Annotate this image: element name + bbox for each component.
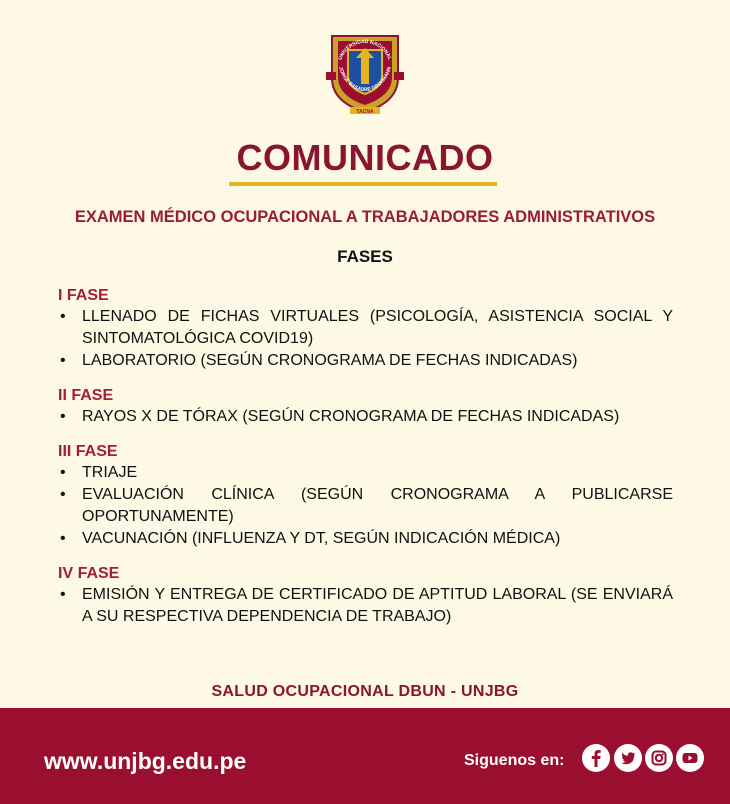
list-item-text: VACUNACIÓN (INFLUENZA Y DT, SEGÚN INDICACIÓN MÉDICA) [82, 530, 561, 547]
youtube-icon[interactable] [676, 744, 704, 772]
website-link[interactable]: www.unjbg.edu.pe [44, 748, 247, 774]
logo-text-ring: JORGE BASADRE GROHMANN [337, 66, 393, 94]
list-item-text: LABORATORIO (SEGÚN CRONOGRAMA DE FECHAS INDICADAS) [82, 352, 578, 369]
page-title: COMUNICADO [236, 137, 494, 178]
list-item-text: TRIAJE [82, 464, 138, 481]
phases-list [58, 286, 673, 642]
list-item-text: RAYOS X DE TÓRAX (SEGÚN CRONOGRAMA DE FECHAS INDICADAS) [82, 408, 620, 425]
phases-heading: FASES [337, 247, 393, 266]
bullet-icon: • [60, 586, 66, 603]
list-item [58, 350, 673, 372]
logo-text-top: UNIVERSIDAD NACIONAL [337, 38, 393, 62]
page-subtitle: EXAMEN MÉDICO OCUPACIONAL A TRABAJADORES ADMINISTRATIVOS [74, 208, 656, 226]
twitter-icon[interactable] [614, 744, 642, 772]
follow-us-label: Siguenos en: [464, 752, 565, 769]
list-item-text: LLENADO DE FICHAS VIRTUALES (PSICOLOGÍA, ASISTENCIA SOCIAL Y SINTOMATOLÓGICA COVID19) [82, 308, 673, 347]
phase-title: III FASE [58, 443, 118, 460]
list-item [58, 406, 673, 428]
list-item [58, 462, 673, 484]
phase-4 [58, 564, 673, 628]
bullet-icon: • [60, 486, 66, 503]
bullet-icon: • [60, 530, 66, 547]
title-underline [229, 182, 497, 186]
university-logo [326, 28, 404, 116]
list-item [58, 584, 673, 628]
phase-1 [58, 286, 673, 372]
list-item [58, 528, 673, 550]
bullet-icon: • [60, 464, 66, 481]
phase-3 [58, 442, 673, 550]
list-item-text: EMISIÓN Y ENTREGA DE CERTIFICADO DE APTITUD LABORAL (SE ENVIARÁ A SU RESPECTIVA DEPENDENCIA DE TRABAJO) [82, 586, 673, 625]
phase-title: IV FASE [58, 565, 120, 582]
phase-title: I FASE [58, 287, 109, 304]
phase-2 [58, 386, 673, 428]
facebook-icon[interactable] [582, 744, 610, 772]
footer-bar [0, 708, 730, 804]
footer-label: SALUD OCUPACIONAL DBUN - UNJBG [211, 683, 519, 700]
list-item [58, 484, 673, 528]
list-item [58, 306, 673, 350]
logo-text-bottom: TACNA [356, 109, 374, 115]
bullet-icon: • [60, 352, 66, 369]
bullet-icon: • [60, 408, 66, 425]
list-item-text: EVALUACIÓN CLÍNICA (SEGÚN CRONOGRAMA A PUBLICARSE OPORTUNAMENTE) [82, 486, 673, 525]
phase-title: II FASE [58, 387, 114, 404]
bullet-icon: • [60, 308, 66, 325]
instagram-icon[interactable] [645, 744, 673, 772]
